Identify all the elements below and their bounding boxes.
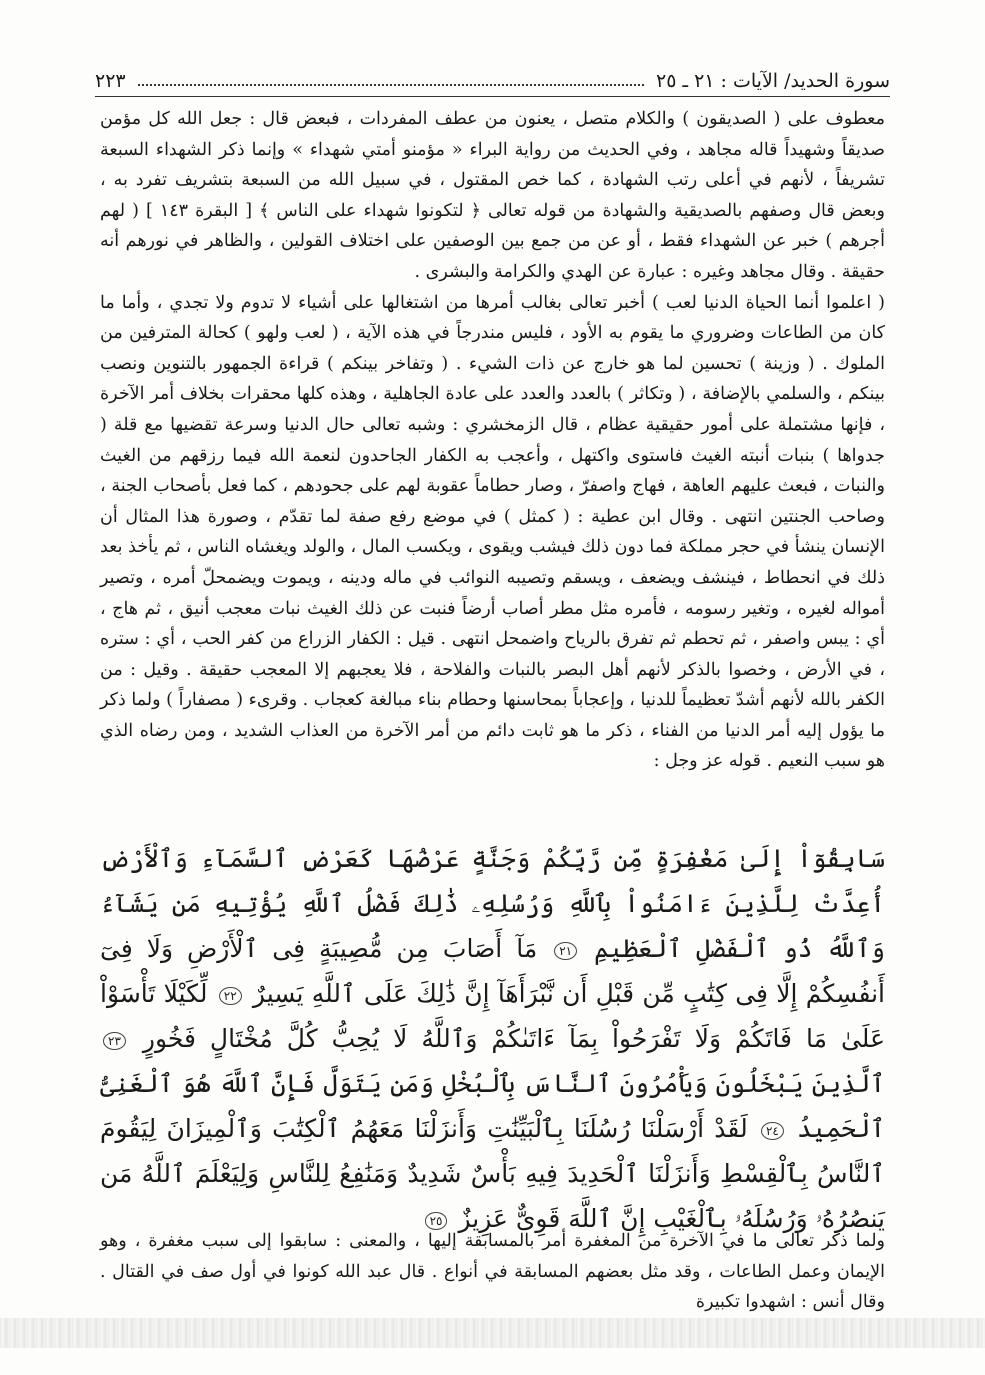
page-number: ٢٢٣: [95, 70, 126, 92]
ayah-number-mark: ٢٣: [103, 1032, 126, 1050]
post-verse-commentary: [100, 1226, 885, 1318]
quran-verses-block: [100, 836, 885, 1241]
ayah-number-mark: ٢١: [554, 942, 577, 960]
verse-text: لِّكَيْلَا تَأْسَوْاْ عَلَىٰ مَا فَاتَكُمْ وَلَا تَفْرَحُواْ بِمَآ ءَاتَىٰكُمْ وَٱللَّهُ لَا يُحِبُّ كُلَّ مُخْتَالٍ فَخُورٍ: [100, 979, 885, 1053]
commentary-paragraph: ولما ذكر تعالى ما في الآخرة من المغفرة أمر بالمسابقة إليها ، والمعنى : سابقوا إلى سبب مغفرة ، وهو الإيمان وعمل الطاعات ، وقد مثل بعضهم المسابقة في أنواع . قال عبد الله كونوا في أول صف في القتال . وقال أنس : اشهدوا تكبيرة: [100, 1231, 885, 1313]
ayah-number-mark: ٢٤: [761, 1122, 784, 1140]
quran-verses: [100, 836, 885, 1241]
ayah-number-mark: ٢٢: [219, 987, 242, 1005]
ayah-number-mark: ٢٥: [425, 1212, 448, 1230]
verse-text: ٱلَّذِينَ يَبْخَلُونَ وَيَأْمُرُونَ ٱلنَّاسَ بِٱلْبُخْلِ وَمَن يَتَوَلَّ فَإِنَّ ٱللَّهَ هُوَ ٱلْغَنِىُّ ٱلْحَمِيدُ: [100, 1069, 885, 1143]
commentary-paragraph: ( اعلموا أنما الحياة الدنيا لعب ) أخبر تعالى بغالب أمرها من اشتغالها على أشياء لا تدوم ولا تجدي ، وأما ما كان من الطاعات وضروري ما يقوم به الأود ، فليس مندرجاً في هذه الآية ، ( لعب ولهو ) كحالة المترفين من الملوك . ( وزينة ) تحسين لما هو خارج عن ذات الشيء . ( وتفاخر بينكم ) قراءة الجمهور بالتنوين ونصب بينكم ، والسلمي بالإضافة ، ( وتكاثر ) بالعدد والعدد على عادة الجاهلية ، وهذه كلها محقرات بخلاف أمر الآخرة ، فإنها مشتملة على أمور حقيقية عظام ، قال الزمخشري : وشبه تعالى حال الدنيا وسرعة تقضيها مع قلة ( جدواها ) بنبات أنبته الغيث فاستوى واكتهل ، وأعجب به الكفار الجاحدون لنعمة الله فيما رزقهم من الغيث والنبات ، فبعث عليهم العاهة ، فهاج واصفرّ ، وصار حطاماً عقوبة لهم على جحودهم ، كما فعل بأصحاب الجنة ، وصاحب الجنتين انتهى . وقال ابن عطية : ( كمثل ) في موضع رفع صفة لما تقدّم ، وصورة هذا المثال أن الإنسان ينشأ في حجر مملكة فما دون ذلك فيشب ويقوى ، ويكسب المال ، والولد ويغشاه الناس ، ثم يأخذ بعد ذلك في انحطاط ، فينشف ويضعف ، ويسقم وتصيبه النوائب في ماله ودينه ، ويموت ويضمحلّ أمره ، وتصير أمواله لغيره ، وتغير رسومه ، فأمره مثل مطر أصاب أرضاً فنبت عن ذلك الغيث نبات معجب أنيق ، ثم هاج ، أي : يبس واصفر ، ثم تحطم ثم تفرق بالرياح واضمحل انتهى . قيل : الكفار الزراع من كفر الحب ، أي : ستره ، في الأرض ، وخصوا بالذكر لأنهم أهل البصر بالنبات والفلاحة ، فلا يعجبهم إلا المعجب حقيقة . وقيل : من الكفر بالله لأنهم أشدّ تعظيماً للدنيا ، وإعجاباً بمحاسنها وحطام بناء مبالغة كعجاب . وقرىء ( مصفاراً ) ولما ذكر ما يؤول إليه أمر الدنيا من الفناء ، ذكر ما هو ثابت دائم من أمر الآخرة من العذاب الشديد ، ومن رضاه الذي هو سبب النعيم . قوله عز وجل :: [100, 292, 885, 772]
verse-text: لَقَدْ أَرْسَلْنَا رُسُلَنَا بِٱلْبَيِّنَٰتِ وَأَنزَلْنَا مَعَهُمُ ٱلْكِتَٰبَ وَٱلْمِيزَانَ لِيَقُومَ ٱلنَّاسُ بِٱلْقِسْطِ وَأَنزَلْنَا ٱلْحَدِيدَ فِيهِ بَأْسٌ شَدِيدٌ وَمَنَٰفِعُ لِلنَّاسِ وَلِيَعْلَمَ ٱللَّهُ مَن يَنصُرُهُۥ وَرُسُلَهُۥ بِٱلْغَيْبِ إِنَّ ٱللَّهَ قَوِىٌّ عَزِيزٌ: [100, 1114, 885, 1233]
verse-text: سَابِقُوٓاْ إِلَىٰ مَغْفِرَةٍ مِّن رَّبِّكُمْ وَجَنَّةٍ عَرْضُهَا كَعَرْضِ ٱلسَّمَآءِ وَٱلْأَرْضِ أُعِدَّتْ لِلَّذِينَ ءَامَنُواْ بِٱللَّهِ وَرُسُلِهِۦ ذَٰلِكَ فَضْلُ ٱللَّهِ يُؤْتِيهِ مَن يَشَآءُ وَٱللَّهُ ذُو ٱلْفَضْلِ ٱلْعَظِيمِ: [100, 844, 886, 963]
verse-text: مَآ أَصَابَ مِن مُّصِيبَةٍ فِى ٱلْأَرْضِ وَلَا فِىٓ أَنفُسِكُمْ إِلَّا فِى كِتَٰبٍ مِّن قَبْلِ أَن نَّبْرَأَهَآ إِنَّ ذَٰلِكَ عَلَى ٱللَّهِ يَسِيرٌ: [100, 934, 885, 1008]
scan-noise-edge: [0, 1318, 985, 1348]
header-rule: [95, 96, 890, 97]
commentary-paragraph: معطوف على ( الصديقون ) والكلام متصل ، يعنون من عطف المفردات ، فبعض قال : جعل الله كل مؤمن صديقاً وشهيداً قاله مجاهد ، وفي الحديث من رواية البراء « مؤمنو أمتي شهداء » وإنما ذكر الشهداء السبعة تشريفاً ، لأنهم في أعلى رتب الشهادة ، كما خص المقتول ، في سبيل الله من السبعة بتشريف تفرد به ، وبعض قال وصفهم بالصديقية والشهادة من قوله تعالى ﴿ لتكونوا شهداء على الناس ﴾ [ البقرة ١٤٣ ] ( لهم أجرهم ) خبر عن الشهداء فقط ، أو عن من جمع بين الوصفين على اختلاف القولين ، والظاهر في نورهم أنه حقيقة . وقال مجاهد وغيره : عبارة عن الهدي والكرامة والبشرى .: [100, 109, 885, 282]
page-header: [95, 58, 890, 92]
header-dot-leader: [138, 83, 644, 86]
commentary-text: [100, 104, 885, 777]
surah-title: سورة الحديد/ الآيات : ٢١ ـ ٢٥: [656, 70, 890, 92]
